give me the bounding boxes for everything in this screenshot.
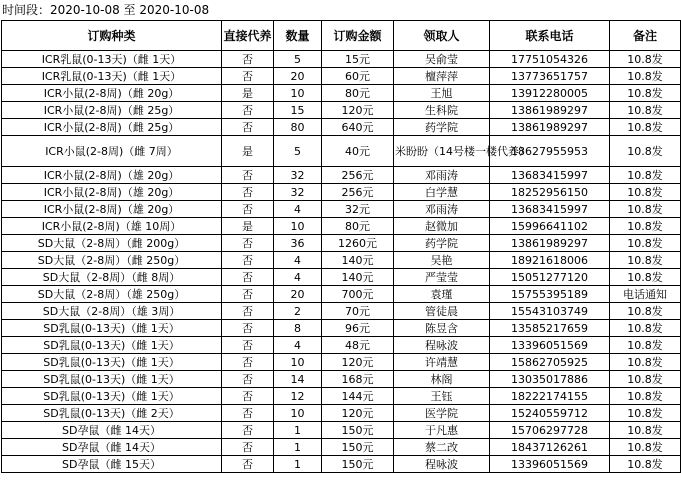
cell-type: ICR小鼠(2-8周)（雄 10周） [2,218,222,235]
cell-type: ICR小鼠(2-8周)（雄 20g） [2,184,222,201]
cell-receiver: 程咏波 [394,337,490,354]
cell-type: ICR乳鼠(0-13天)（雌 1天） [2,51,222,68]
cell-direct: 否 [222,119,274,136]
cell-direct: 否 [222,51,274,68]
cell-amount: 120元 [322,102,394,119]
cell-phone: 18252956150 [490,184,610,201]
cell-type: SD孕鼠（雌 15天） [2,456,222,473]
cell-amount: 70元 [322,303,394,320]
cell-note: 10.8发 [610,184,681,201]
cell-direct: 否 [222,439,274,456]
cell-amount: 120元 [322,405,394,422]
cell-amount: 256元 [322,167,394,184]
cell-qty: 10 [274,218,322,235]
cell-receiver: 药学院 [394,235,490,252]
cell-phone: 13585217659 [490,320,610,337]
table-row [2,456,681,473]
table-row [2,201,681,218]
table-row [2,51,681,68]
cell-note: 10.8发 [610,388,681,405]
cell-direct: 否 [222,102,274,119]
cell-phone: 13861989297 [490,235,610,252]
cell-qty: 8 [274,320,322,337]
cell-qty: 14 [274,371,322,388]
cell-receiver: 林阁 [394,371,490,388]
cell-note: 10.8发 [610,354,681,371]
header-type: 订购种类 [2,21,222,51]
cell-phone: 13035017886 [490,371,610,388]
date-range-label: 时间段：2020-10-08 至 2020-10-08 [2,3,210,17]
cell-type: SD乳鼠(0-13天)（雌 1天） [2,371,222,388]
cell-receiver: 管徒晨 [394,303,490,320]
cell-qty: 80 [274,119,322,136]
cell-direct: 否 [222,405,274,422]
cell-direct: 否 [222,303,274,320]
cell-qty: 1 [274,456,322,473]
cell-amount: 96元 [322,320,394,337]
cell-note: 10.8发 [610,405,681,422]
cell-amount: 150元 [322,456,394,473]
cell-note: 10.8发 [610,85,681,102]
cell-type: ICR小鼠(2-8周)（雄 20g） [2,167,222,184]
cell-phone: 15543103749 [490,303,610,320]
cell-note: 电话通知 [610,286,681,303]
cell-qty: 1 [274,439,322,456]
cell-qty: 20 [274,68,322,85]
cell-note: 10.8发 [610,303,681,320]
table-row [2,136,681,167]
cell-qty: 20 [274,286,322,303]
cell-receiver: 米盼盼（14号楼一楼代养） [394,136,490,167]
cell-qty: 10 [274,354,322,371]
cell-amount: 256元 [322,184,394,201]
cell-phone: 13396051569 [490,337,610,354]
cell-phone: 18437126261 [490,439,610,456]
cell-phone: 13912280005 [490,85,610,102]
table-row [2,269,681,286]
cell-amount: 150元 [322,439,394,456]
cell-direct: 否 [222,184,274,201]
cell-type: SD大鼠（2-8周）（雄 250g） [2,286,222,303]
cell-amount: 80元 [322,85,394,102]
cell-receiver: 白学慧 [394,184,490,201]
cell-receiver: 于凡惠 [394,422,490,439]
table-row [2,337,681,354]
table-row [2,286,681,303]
cell-direct: 是 [222,85,274,102]
header-amount: 订购金额 [322,21,394,51]
table-row [2,102,681,119]
cell-receiver: 王旭 [394,85,490,102]
cell-receiver: 邓雨涛 [394,201,490,218]
cell-note: 10.8发 [610,337,681,354]
cell-direct: 否 [222,388,274,405]
cell-qty: 5 [274,136,322,167]
cell-amount: 640元 [322,119,394,136]
cell-amount: 15元 [322,51,394,68]
cell-receiver: 陈昱含 [394,320,490,337]
cell-type: SD大鼠（2-8周）（雌 200g） [2,235,222,252]
header-receiver: 领取人 [394,21,490,51]
cell-note: 10.8发 [610,422,681,439]
cell-qty: 2 [274,303,322,320]
cell-phone: 18627955953 [490,136,610,167]
cell-type: SD孕鼠（雌 14天） [2,439,222,456]
cell-amount: 1260元 [322,235,394,252]
cell-receiver: 严莹莹 [394,269,490,286]
cell-note: 10.8发 [610,201,681,218]
cell-type: SD大鼠（2-8周）（雌 250g） [2,252,222,269]
cell-note: 10.8发 [610,269,681,286]
cell-note: 10.8发 [610,252,681,269]
cell-note: 10.8发 [610,167,681,184]
table-row [2,184,681,201]
cell-type: SD乳鼠(0-13天)（雌 1天） [2,354,222,371]
cell-type: ICR小鼠(2-8周)（雌 25g） [2,102,222,119]
header-note: 备注 [610,21,681,51]
cell-phone: 15755395189 [490,286,610,303]
header-phone: 联系电话 [490,21,610,51]
cell-phone: 13683415997 [490,201,610,218]
cell-note: 10.8发 [610,119,681,136]
cell-phone: 15051277120 [490,269,610,286]
cell-type: ICR小鼠(2-8周)（雄 20g） [2,201,222,218]
table-row [2,218,681,235]
cell-direct: 否 [222,235,274,252]
cell-qty: 4 [274,269,322,286]
cell-note: 10.8发 [610,235,681,252]
cell-receiver: 王钰 [394,388,490,405]
cell-qty: 1 [274,422,322,439]
cell-note: 10.8发 [610,136,681,167]
cell-qty: 32 [274,167,322,184]
cell-type: SD乳鼠(0-13天)（雌 1天） [2,320,222,337]
cell-phone: 13396051569 [490,456,610,473]
cell-receiver: 许靖慧 [394,354,490,371]
cell-amount: 60元 [322,68,394,85]
table-row [2,422,681,439]
cell-receiver: 药学院 [394,119,490,136]
cell-direct: 否 [222,269,274,286]
cell-direct: 否 [222,167,274,184]
cell-direct: 否 [222,422,274,439]
table-row [2,252,681,269]
cell-receiver: 檀萍萍 [394,68,490,85]
cell-receiver: 袁瑾 [394,286,490,303]
cell-phone: 15240559712 [490,405,610,422]
cell-qty: 32 [274,184,322,201]
table-row [2,167,681,184]
cell-note: 10.8发 [610,320,681,337]
table-row [2,371,681,388]
cell-qty: 5 [274,51,322,68]
cell-direct: 是 [222,136,274,167]
cell-direct: 否 [222,320,274,337]
cell-phone: 15862705925 [490,354,610,371]
cell-direct: 否 [222,68,274,85]
cell-direct: 是 [222,218,274,235]
cell-note: 10.8发 [610,371,681,388]
cell-type: ICR小鼠(2-8周)（雌 25g） [2,119,222,136]
cell-amount: 144元 [322,388,394,405]
cell-type: ICR小鼠(2-8周)（雌 7周） [2,136,222,167]
cell-receiver: 吴艳 [394,252,490,269]
cell-note: 10.8发 [610,218,681,235]
table-row [2,119,681,136]
table-row [2,85,681,102]
cell-amount: 168元 [322,371,394,388]
table-row [2,68,681,85]
cell-note: 10.8发 [610,456,681,473]
cell-direct: 否 [222,201,274,218]
cell-amount: 140元 [322,252,394,269]
cell-qty: 12 [274,388,322,405]
cell-phone: 13861989297 [490,102,610,119]
cell-note: 10.8发 [610,51,681,68]
cell-amount: 120元 [322,354,394,371]
cell-amount: 32元 [322,201,394,218]
cell-qty: 4 [274,337,322,354]
cell-direct: 否 [222,354,274,371]
cell-phone: 15996641102 [490,218,610,235]
cell-direct: 否 [222,337,274,354]
cell-qty: 10 [274,85,322,102]
cell-receiver: 赵微加 [394,218,490,235]
cell-qty: 36 [274,235,322,252]
cell-amount: 150元 [322,422,394,439]
cell-receiver: 医学院 [394,405,490,422]
cell-qty: 4 [274,201,322,218]
cell-type: SD乳鼠(0-13天)（雌 1天） [2,337,222,354]
cell-phone: 13683415997 [490,167,610,184]
cell-direct: 否 [222,286,274,303]
cell-amount: 700元 [322,286,394,303]
cell-direct: 否 [222,252,274,269]
cell-receiver: 生科院 [394,102,490,119]
cell-phone: 15706297728 [490,422,610,439]
cell-type: SD大鼠（2-8周）（雄 3周） [2,303,222,320]
header-direct: 直接代养 [222,21,274,51]
table-header-row [2,21,681,51]
cell-receiver: 程咏波 [394,456,490,473]
cell-amount: 48元 [322,337,394,354]
cell-type: SD大鼠（2-8周）（雌 8周） [2,269,222,286]
cell-direct: 否 [222,456,274,473]
header-qty: 数量 [274,21,322,51]
table-row [2,320,681,337]
cell-receiver: 吴俞莹 [394,51,490,68]
cell-phone: 18921618006 [490,252,610,269]
cell-phone: 18222174155 [490,388,610,405]
table-row [2,388,681,405]
cell-qty: 4 [274,252,322,269]
table-row [2,303,681,320]
table-row [2,235,681,252]
cell-phone: 17751054326 [490,51,610,68]
cell-type: ICR小鼠(2-8周)（雌 20g） [2,85,222,102]
cell-receiver: 蔡二改 [394,439,490,456]
cell-type: SD乳鼠(0-13天)（雌 2天） [2,405,222,422]
cell-amount: 140元 [322,269,394,286]
orders-table [1,20,681,473]
cell-qty: 15 [274,102,322,119]
cell-note: 10.8发 [610,102,681,119]
cell-note: 10.8发 [610,439,681,456]
table-row [2,354,681,371]
cell-amount: 80元 [322,218,394,235]
cell-type: SD孕鼠（雌 14天） [2,422,222,439]
cell-direct: 否 [222,371,274,388]
cell-type: SD乳鼠(0-13天)（雌 1天） [2,388,222,405]
table-row [2,439,681,456]
cell-phone: 13861989297 [490,119,610,136]
cell-receiver: 邓雨涛 [394,167,490,184]
cell-qty: 10 [274,405,322,422]
cell-amount: 40元 [322,136,394,167]
cell-phone: 13773651757 [490,68,610,85]
cell-type: ICR乳鼠(0-13天)（雌 1天） [2,68,222,85]
table-row [2,405,681,422]
cell-note: 10.8发 [610,68,681,85]
